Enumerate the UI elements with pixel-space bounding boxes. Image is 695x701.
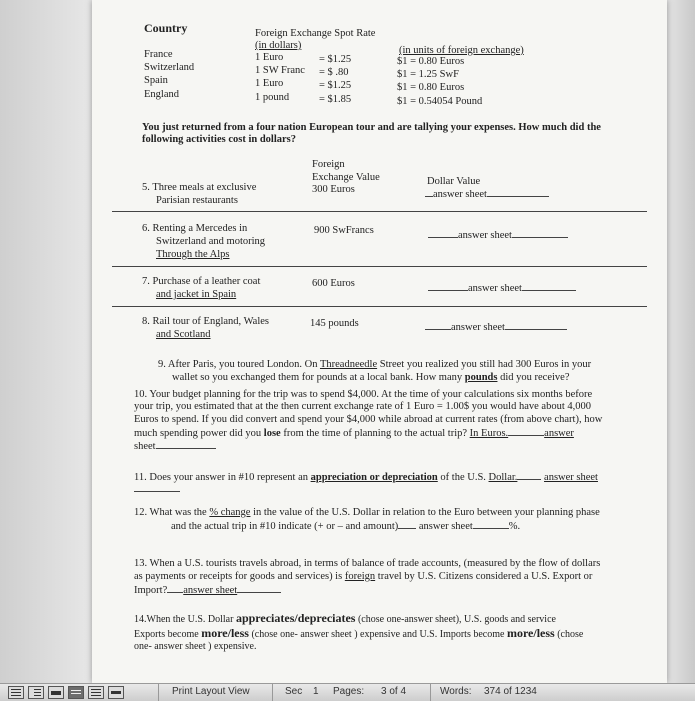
fx-header-1: Foreign [312,159,345,170]
status-divider [272,684,273,701]
rate-country: Spain [144,75,168,86]
rate-foreign: $1 = 0.54054 Pound [397,96,483,107]
document-page[interactable] [92,0,667,683]
q13-line-2: as payments or receipts for goods and services) is foreign travel by U.S. Citizens considered a U.S. Export or [134,571,593,582]
words-label: Words: [440,686,472,697]
item-label: 8. Rail tour of England, Wales [142,316,269,327]
item-label-2: and Scotland [156,329,211,340]
rate-foreign: $1 = 0.80 Euros [397,56,465,67]
q10-line-1: 10. Your budget planning for the trip was to spend $4,000. At the time of your calculations six months before [134,389,593,400]
publishing-view-icon[interactable] [48,686,64,699]
fx-header-2: Exchange Value [312,172,380,183]
q14-line-2: Exports become more/less (chose one- answer sheet ) expensive and U.S. Imports become more/less (chose [134,626,584,640]
q12-line-2[interactable]: and the actual trip in #10 indicate (+ or – and amount) answer sheet %. [171,521,521,532]
rate-unit: 1 Euro [255,78,284,89]
q14-line-1: 14.When the U.S. Dollar appreciates/depreciates (chose one-answer sheet), U.S. goods and service [134,611,556,625]
status-divider [430,684,431,701]
item-label-2: and jacket in Spain [156,289,237,300]
dollar-value-header: Dollar Value [427,176,481,187]
item-fx-value: 600 Euros [312,278,355,289]
spot-rate-header: Foreign Exchange Spot Rate [255,28,376,39]
status-bar [0,683,695,701]
answer-field[interactable]: answer sheet [428,281,576,295]
answer-field[interactable]: answer sheet [425,320,567,334]
q9-line-2: wallet so you exchanged them for pounds at a local bank. How many pounds did you receive? [172,372,570,383]
pages-value: 3 of 4 [381,686,407,697]
intro-line-1: You just returned from a four nation European tour and are tallying your expenses. How much did the [142,122,601,133]
divider [112,266,647,267]
q10-line-2: your trip, you estimated that at the then current exchange rate of 1 Euro = 1.00$ you would have about 4,000 [134,401,592,412]
q12-line-1: 12. What was the % change in the value of the U.S. Dollar in relation to the Euro between your planning phase [134,507,600,518]
q13-line-3[interactable]: Import? answer sheet [134,583,281,597]
q11-line: 11. Does your answer in #10 represent an appreciation or depreciation of the U.S. Dollar. answer sheet [134,472,598,483]
country-header: Country [144,21,188,35]
divider [112,306,647,307]
print-layout-view-icon[interactable] [68,686,84,699]
rate-unit: 1 Euro [255,52,284,63]
rate-country: Switzerland [144,62,195,73]
pages-label: Pages: [333,686,365,697]
q14-line-3: one- answer sheet ) expensive. [134,641,257,652]
rate-unit: 1 SW Franc [255,65,305,76]
outline-view-icon[interactable] [28,686,44,699]
answer-field[interactable]: answer sheet [428,228,568,242]
item-label-2: Switzerland and motoring [156,236,266,247]
in-units-header: (in units of foreign exchange) [399,45,524,56]
item-label: 5. Three meals at exclusive [142,182,257,193]
rate-usd: = $1.25 [319,54,352,65]
q10-line-5[interactable]: sheet [134,439,216,453]
rate-foreign: $1 = 0.80 Euros [397,82,465,93]
dollar-answer-header: answer sheet [425,187,549,201]
draft-view-icon[interactable] [8,686,24,699]
item-fx-value: 145 pounds [310,318,359,329]
item-fx-value: 900 SwFrancs [314,225,374,236]
q13-line-1: 13. When a U.S. tourists travels abroad, in terms of balance of trade accounts, (measured by the flow of dollars [134,558,601,569]
rate-foreign: $1 = 1.25 SwF [397,69,459,80]
rate-country: England [144,89,179,100]
rate-usd: = $1.25 [319,80,352,91]
q11-answer-blank[interactable] [134,482,180,496]
focus-view-icon[interactable] [108,686,124,699]
words-value: 374 of 1234 [484,686,537,697]
rate-unit: 1 pound [255,92,290,103]
notebook-view-icon[interactable] [88,686,104,699]
status-divider [158,684,159,701]
rate-usd: = $1.85 [319,94,352,105]
q10-line-4: much spending power did you lose from the time of planning to the actual trip? In Euros. answer [134,428,574,439]
divider [112,211,647,212]
q9-line-1: 9. After Paris, you toured London. On Threadneedle Street you realized you still had 300 Euros in your [158,359,592,370]
section-label: Sec [285,686,303,697]
item-label-3: Through the Alps [156,249,230,260]
window-background-left [0,0,92,700]
item-label-2: Parisian restaurants [156,195,238,206]
item-label: 7. Purchase of a leather coat [142,276,261,287]
q10-line-3: Euros to spend. If you did convert and spend your $4,000 while abroad at current rates (from above chart), how [134,414,603,425]
section-value: 1 [313,686,319,697]
in-dollars-header: (in dollars) [255,40,302,51]
window-background-right [667,0,695,700]
item-label: 6. Renting a Mercedes in [142,223,248,234]
rate-country: France [144,49,173,60]
view-mode-label: Print Layout View [172,686,250,697]
item-fx-value: 300 Euros [312,184,355,195]
rate-usd: = $ .80 [319,67,349,78]
intro-line-2: following activities cost in dollars? [142,134,296,145]
